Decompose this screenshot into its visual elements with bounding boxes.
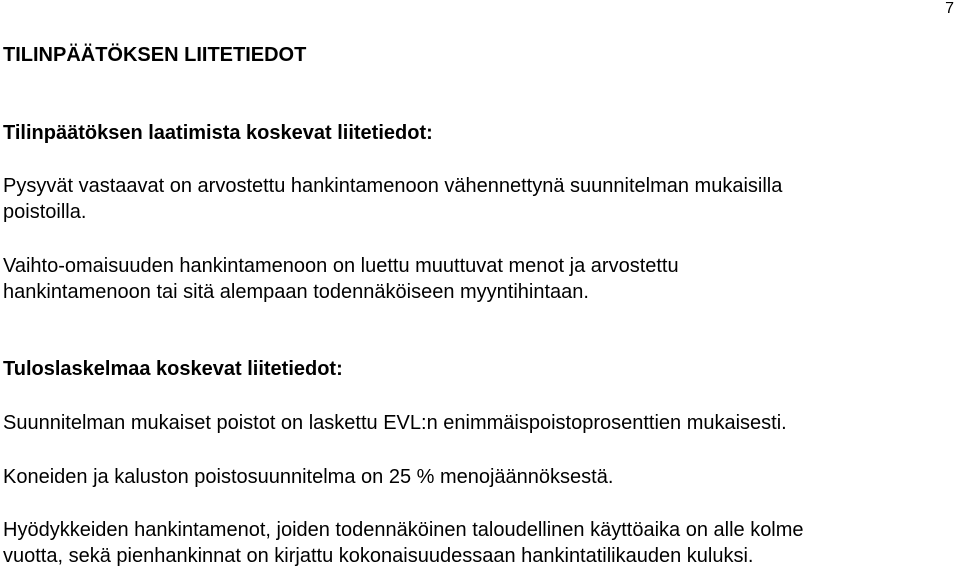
- document-title: TILINPÄÄTÖKSEN LIITETIEDOT: [3, 44, 307, 66]
- text-line: hankintamenoon tai sitä alempaan todennäköiseen myyntihintaan.: [3, 281, 589, 303]
- section-heading-financial-statement-preparation: Tilinpäätöksen laatimista koskevat liitetiedot:: [3, 122, 433, 144]
- paragraph-small-acquisitions: [3, 517, 804, 569]
- section-heading-income-statement: Tuloslaskelmaa koskevat liitetiedot:: [3, 358, 343, 380]
- paragraph-depreciation-method: [3, 410, 787, 436]
- text-line: Koneiden ja kaluston poistosuunnitelma on 25 % menojäännöksestä.: [3, 466, 614, 488]
- text-line: Pysyvät vastaavat on arvostettu hankintamenoon vähennettynä suunnitelman mukaisilla: [3, 175, 783, 197]
- text-line: Hyödykkeiden hankintamenot, joiden todennäköinen taloudellinen käyttöaika on alle kolme: [3, 519, 804, 541]
- text-line: vuotta, sekä pienhankinnat on kirjattu kokonaisuudessaan hankintatilikauden kuluksi.: [3, 545, 754, 567]
- paragraph-fixed-assets-valuation: [3, 173, 782, 225]
- text-line: poistoilla.: [3, 201, 87, 223]
- text-line: Suunnitelman mukaiset poistot on laskettu EVL:n enimmäispoistoprosenttien mukaisesti.: [3, 412, 787, 434]
- paragraph-machinery-depreciation: [3, 464, 613, 490]
- page-number: 7: [945, 0, 954, 17]
- paragraph-inventory-valuation: [3, 253, 679, 305]
- text-line: Vaihto-omaisuuden hankintamenoon on luettu muuttuvat menot ja arvostettu: [3, 255, 679, 277]
